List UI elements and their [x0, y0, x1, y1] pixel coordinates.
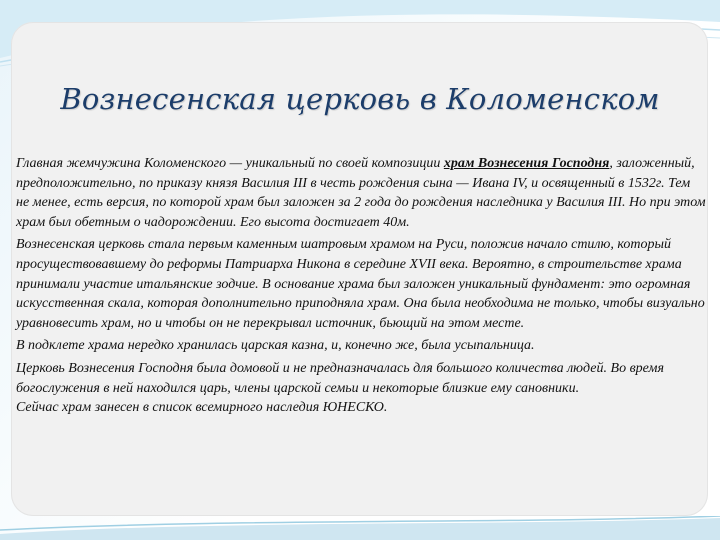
- paragraph-unesco: Сейчас храм занесен в список всемирного наследия ЮНЕСКО.: [16, 400, 388, 416]
- paragraph-treasury: В подклете храма нередко хранилась царская казна, и, конечно же, была усыпальница.: [16, 338, 535, 354]
- paragraph-intro-start: Главная жемчужина Коломенского — уникальный по своей композиции: [16, 156, 444, 171]
- paragraph-architecture: Вознесенская церковь стала первым каменным шатровым храмом на Руси, положив начало стилю, который просуществовавшему до реформы Патриарха Никона в середине XVII века. Вероятно, в строительстве храма принимали участие итальянские зодчие. В основание храма был заложен уникальный фундамент: это огромная искусственная скала, которая дополнительно приподняла храм. Она была необходима не только, чтобы визуально уравновесить храм, но и чтобы он не перекрывал источник, бьющий на этом месте.: [16, 237, 705, 331]
- slide-body: [16, 154, 706, 421]
- highlighted-church-name: храм Вознесения Господня: [443, 156, 610, 171]
- paragraph-intro: [16, 154, 706, 232]
- paragraph-domestic-church: Церковь Вознесения Господня была домовой и не предназначалась для большого количества людей. Во время богослужения в ней находился царь, члены царской семьи и некоторые близкие ему сановники.: [16, 360, 664, 396]
- paragraph-intro-end: , заложенный, предположительно, по приказу князя Василия III в честь рождения сына — Ивана IV, и освященный в 1532г. Тем не менее, есть версия, по которой храм был заложен за 2 года до рождения наследника у Василия III. Но при этом храм был обетным о чадорождении. Его высота достигает 40м.: [16, 156, 706, 230]
- decorative-swoosh-bottom: [0, 516, 720, 540]
- slide-title: Вознесенская церковь в Коломенском: [60, 82, 660, 116]
